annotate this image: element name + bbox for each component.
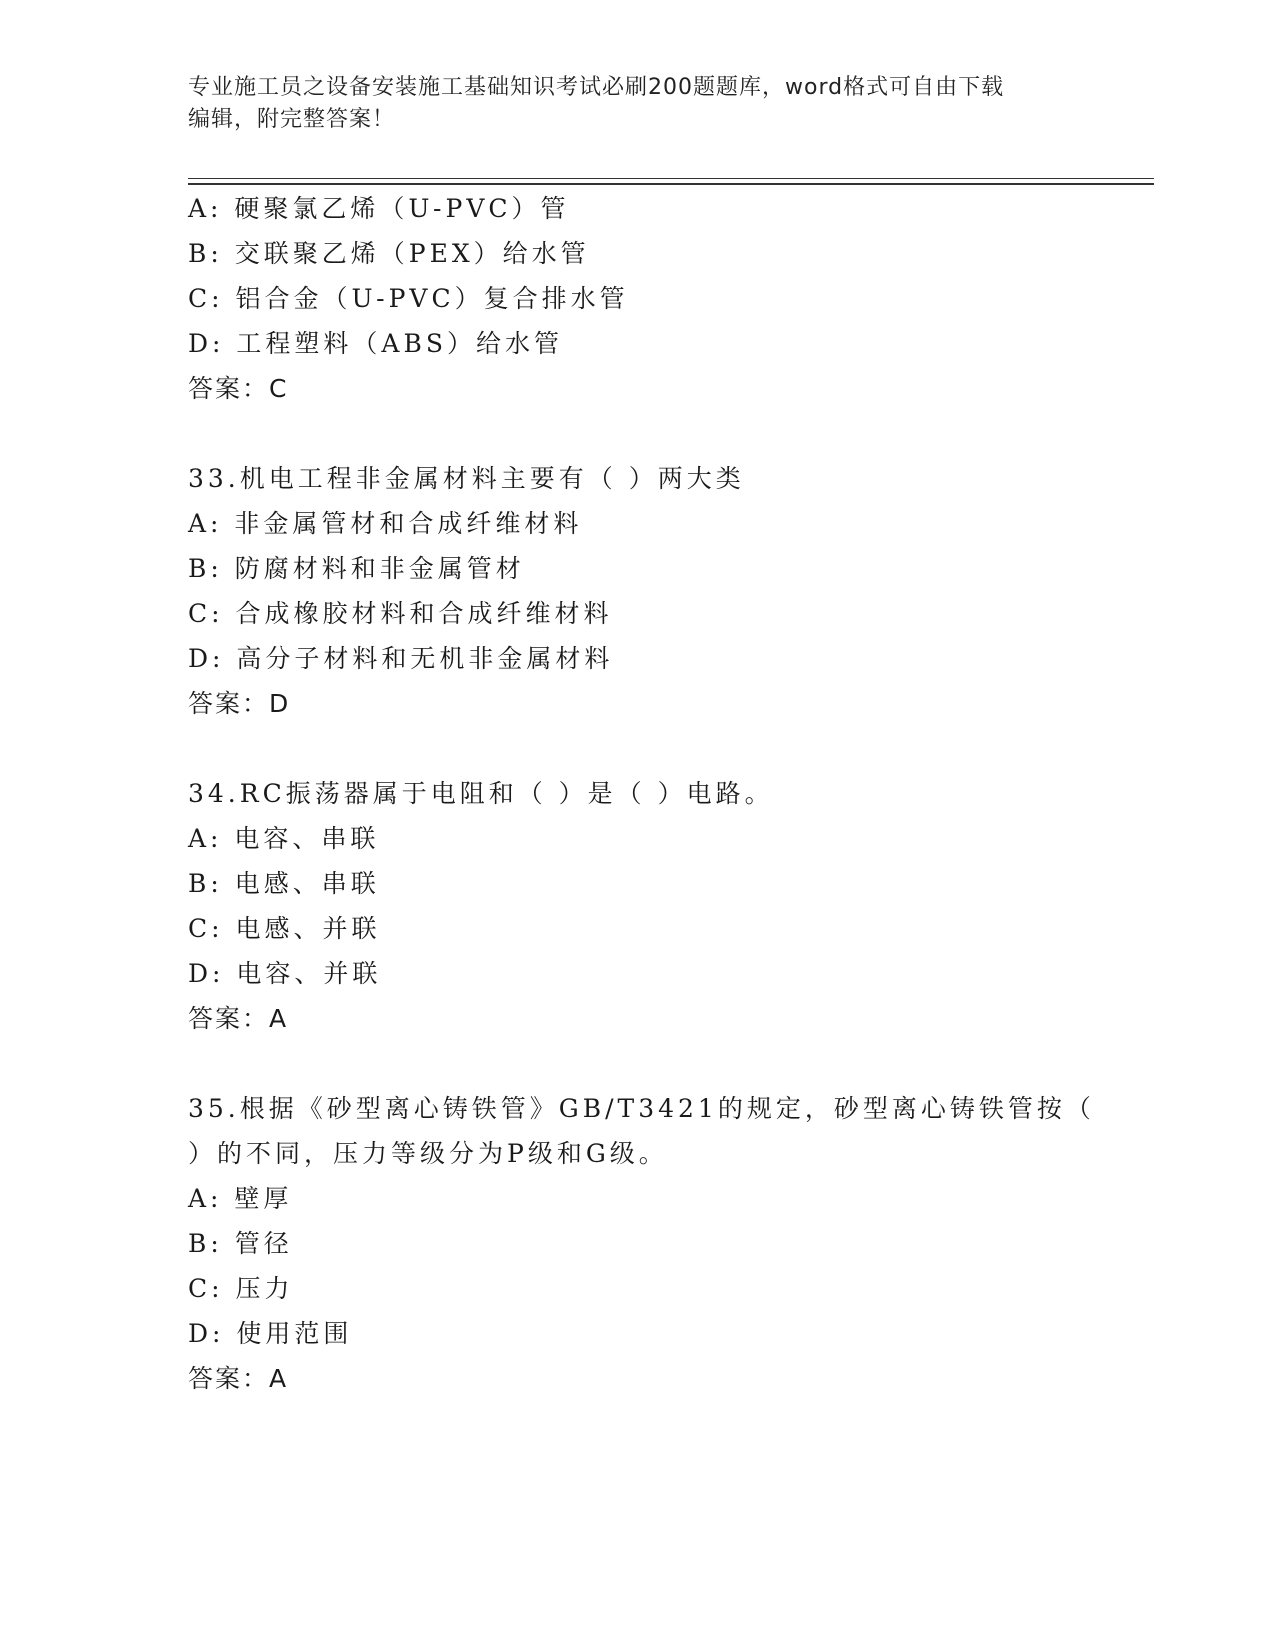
q33-option-a: A: 非金属管材和合成纤维材料 xyxy=(188,509,583,538)
header-line-1: 专业施工员之设备安装施工基础知识考试必刷200题题库，word格式可自由下载 xyxy=(188,75,1005,100)
q35-option-c: C: 压力 xyxy=(188,1274,294,1303)
q35-option-b: B: 管径 xyxy=(188,1229,293,1258)
q34-option-b: B: 电感、串联 xyxy=(188,869,380,898)
header-line-2: 编辑，附完整答案！ xyxy=(188,107,396,132)
q34-question: 34.RC振荡器属于电阻和（ ）是（ ）电路。 xyxy=(188,779,774,808)
q32-option-d: D: 工程塑料（ABS）给水管 xyxy=(188,329,563,358)
q34-answer: 答案：A xyxy=(188,1004,289,1033)
q35-option-a: A: 壁厚 xyxy=(188,1184,293,1213)
q33-question: 33.机电工程非金属材料主要有（ ）两大类 xyxy=(188,464,745,493)
q32-answer: 答案：C xyxy=(188,374,289,403)
q33-option-c: C: 合成橡胶材料和合成纤维材料 xyxy=(188,599,613,628)
document-header xyxy=(188,72,1068,136)
q32-option-c: C: 铝合金（U-PVC）复合排水管 xyxy=(188,284,629,313)
q35-answer: 答案：A xyxy=(188,1364,289,1393)
header-divider-thick xyxy=(188,183,1154,185)
q35-question-line-1: 35.根据《砂型离心铸铁管》GB/T3421的规定，砂型离心铸铁管按（ xyxy=(188,1094,1095,1123)
q34-option-a: A: 电容、串联 xyxy=(188,824,380,853)
q35-option-d: D: 使用范围 xyxy=(188,1319,353,1348)
q32-option-b: B: 交联聚乙烯（PEX）给水管 xyxy=(188,239,590,268)
q33-option-b: B: 防腐材料和非金属管材 xyxy=(188,554,525,583)
q34-option-c: C: 电感、并联 xyxy=(188,914,381,943)
q33-option-d: D: 高分子材料和无机非金属材料 xyxy=(188,644,614,673)
header-divider-thin xyxy=(188,178,1154,179)
q32-option-a: A: 硬聚氯乙烯（U-PVC）管 xyxy=(188,194,570,223)
q33-answer: 答案：D xyxy=(188,689,291,718)
q34-option-d: D: 电容、并联 xyxy=(188,959,382,988)
q35-question-line-2: ）的不同，压力等级分为P级和G级。 xyxy=(188,1139,668,1168)
